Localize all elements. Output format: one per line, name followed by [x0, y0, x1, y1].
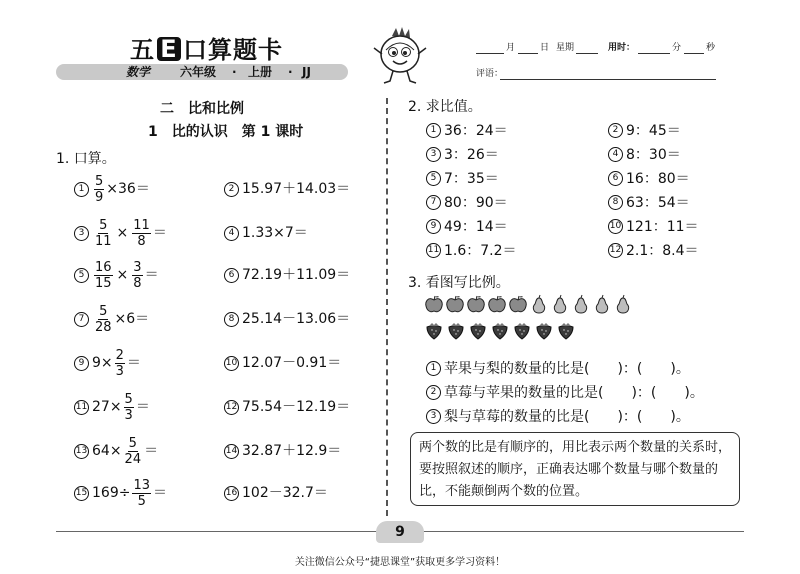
operator: × — [116, 225, 129, 241]
ratio-expression: 8：30＝ — [626, 147, 681, 163]
fraction — [124, 393, 134, 422]
strawberry-icon — [468, 320, 488, 340]
pear-icon — [571, 294, 591, 314]
item-number: 3 — [426, 409, 441, 424]
expression-prefix: 9× — [92, 355, 113, 371]
strawberry-icon — [490, 320, 510, 340]
item-number: 10 — [608, 219, 623, 234]
q3-question: 草莓与苹果的数量的比是( )：( )。 — [444, 385, 704, 401]
footer-note: 关注微信公众号“捷思课堂”获取更多学习资料！ — [294, 557, 506, 568]
q1-title: 1. 口算。 — [56, 151, 116, 167]
expression-suffix: ×36＝ — [106, 181, 150, 197]
fruit-row-1 — [424, 294, 634, 316]
q3-title: 3. 看图写比例。 — [408, 275, 510, 291]
numerator: 2 — [115, 347, 124, 363]
fraction — [94, 305, 113, 334]
numerator: 13 — [133, 477, 150, 493]
numerator: 11 — [133, 217, 150, 233]
q3-item — [426, 382, 704, 402]
q1-item — [74, 436, 158, 466]
numerator: 5 — [124, 391, 133, 407]
item-number: 8 — [224, 312, 239, 327]
fraction — [132, 479, 151, 508]
ratio-expression: 49：14＝ — [444, 219, 508, 235]
fraction — [132, 261, 142, 290]
q1-item — [224, 392, 350, 422]
comment-blank[interactable] — [500, 68, 716, 80]
q2-item — [608, 168, 690, 188]
operator: × — [116, 267, 129, 283]
pear-icon — [592, 294, 612, 314]
item-number: 16 — [224, 486, 239, 501]
q2-item — [426, 240, 517, 260]
q2-item — [426, 168, 499, 188]
item-number: 8 — [608, 195, 623, 210]
numerator: 5 — [99, 217, 108, 233]
q1-item — [224, 304, 350, 334]
q2-item — [426, 216, 508, 236]
q2-title: 2. 求比值。 — [408, 99, 482, 115]
item-number: 7 — [426, 195, 441, 210]
item-number: 11 — [74, 400, 89, 415]
item-number: 15 — [74, 486, 89, 501]
pear-icon — [529, 294, 549, 314]
denominator: 28 — [95, 319, 112, 335]
q1-item — [74, 478, 167, 508]
expression-suffix: ＝ — [144, 267, 159, 283]
q3-item — [426, 406, 690, 426]
denominator: 5 — [137, 493, 146, 509]
denominator: 9 — [95, 189, 104, 205]
expression-suffix: ＝ — [152, 225, 167, 241]
mascot-icon — [372, 26, 428, 86]
expression-prefix: 169÷ — [92, 485, 131, 501]
grade-label: 六年级 — [180, 65, 217, 79]
strawberry-icon — [446, 320, 466, 340]
ratio-expression: 2.1：8.4＝ — [626, 243, 699, 259]
item-number: 13 — [74, 444, 89, 459]
numerator: 3 — [133, 259, 142, 275]
denominator: 11 — [95, 233, 112, 249]
q1-item — [224, 348, 341, 378]
q1-item — [224, 436, 341, 466]
item-number: 12 — [608, 243, 623, 258]
day-label: 日 — [540, 43, 550, 53]
item-number: 3 — [74, 226, 89, 241]
brand-e-logo: E — [157, 37, 181, 61]
item-number: 3 — [426, 147, 441, 162]
item-number: 2 — [608, 123, 623, 138]
apple-icon — [466, 294, 486, 314]
fraction — [132, 219, 151, 248]
expression: 75.54－12.19＝ — [242, 399, 351, 415]
dot-1: · — [232, 65, 237, 79]
expression: 102－32.7＝ — [242, 485, 328, 501]
expression-suffix: ＝ — [135, 399, 150, 415]
expression: 72.19＋11.09＝ — [242, 267, 351, 283]
comment-label: 评语： — [476, 69, 504, 79]
q2-item — [608, 240, 699, 260]
item-number: 1 — [74, 182, 89, 197]
subject-bar — [56, 64, 348, 80]
q1-item — [74, 392, 150, 422]
q1-item — [74, 348, 141, 378]
fraction — [115, 349, 125, 378]
strawberry-icon — [424, 320, 444, 340]
expression-prefix: 27× — [92, 399, 122, 415]
q3-question: 苹果与梨的数量的比是( )：( )。 — [444, 361, 690, 377]
ratio-expression: 80：90＝ — [444, 195, 508, 211]
q1-item — [224, 478, 328, 508]
expression-prefix: 64× — [92, 443, 122, 459]
item-number: 1 — [426, 123, 441, 138]
fraction — [94, 175, 104, 204]
expression-suffix: ＝ — [126, 355, 141, 371]
weekday-blank[interactable] — [576, 42, 598, 54]
q3-question: 梨与草莓的数量的比是( )：( )。 — [444, 409, 690, 425]
item-number: 14 — [224, 444, 239, 459]
tip-box: 两个数的比是有顺序的，用比表示两个数量的关系时，要按照叙述的顺序，正确表达哪个数量与哪个数量的比，不能颠倒两个数的位置。 — [410, 432, 740, 506]
ratio-expression: 16：80＝ — [626, 171, 690, 187]
apple-icon — [508, 294, 528, 314]
item-number: 6 — [608, 171, 623, 186]
q1-item — [74, 260, 159, 290]
item-number: 6 — [224, 268, 239, 283]
fraction — [94, 261, 113, 290]
q1-item — [74, 174, 150, 204]
q3-item — [426, 358, 690, 378]
item-number: 1 — [426, 361, 441, 376]
q2-item — [608, 216, 699, 236]
apple-icon — [487, 294, 507, 314]
denominator: 8 — [137, 233, 146, 249]
item-number: 11 — [426, 243, 441, 258]
q2-item — [608, 144, 681, 164]
lesson-title: 1 比的认识 第 1 课时 — [148, 124, 304, 140]
denominator: 3 — [124, 407, 133, 423]
edition-label: JJ — [302, 65, 311, 79]
item-number: 7 — [74, 312, 89, 327]
weekday-label: 星期 — [556, 43, 575, 53]
item-number: 4 — [608, 147, 623, 162]
second-label: 秒 — [706, 43, 716, 53]
brand-name: 口算题卡 — [183, 36, 283, 64]
q2-item — [608, 192, 690, 212]
expression: 12.07－0.91＝ — [242, 355, 342, 371]
item-number: 9 — [74, 356, 89, 371]
subject-label: 数学 — [126, 65, 151, 79]
numerator: 5 — [95, 173, 104, 189]
expression-suffix: ＝ — [153, 485, 167, 501]
expression: 32.87＋12.9＝ — [242, 443, 342, 459]
q2-item — [426, 192, 508, 212]
item-number: 2 — [426, 385, 441, 400]
pear-icon — [550, 294, 570, 314]
denominator: 15 — [95, 275, 112, 291]
apple-icon — [445, 294, 465, 314]
expression-suffix: ＝ — [144, 443, 159, 459]
denominator: 8 — [133, 275, 142, 291]
minute-label: 分 — [672, 43, 682, 53]
brand-title — [130, 30, 283, 65]
q1-item — [224, 174, 350, 204]
apple-icon — [424, 294, 444, 314]
pear-icon — [613, 294, 633, 314]
time-label: 用时： — [608, 43, 636, 53]
strawberry-icon — [556, 320, 576, 340]
item-number: 9 — [426, 219, 441, 234]
item-number: 10 — [224, 356, 239, 371]
brand-five: 五 — [130, 36, 155, 64]
numerator: 16 — [95, 259, 112, 275]
numerator: 5 — [99, 303, 108, 319]
item-number: 5 — [426, 171, 441, 186]
expression: 25.14－13.06＝ — [242, 311, 351, 327]
denominator: 24 — [124, 451, 142, 467]
ratio-expression: 3：26＝ — [444, 147, 499, 163]
q2-item — [426, 144, 499, 164]
volume-label: 上册 — [248, 65, 273, 79]
item-number: 2 — [224, 182, 239, 197]
fruit-row-2 — [424, 320, 584, 342]
second-blank[interactable] — [684, 42, 704, 54]
q2-item — [426, 120, 508, 140]
ratio-expression: 36：24＝ — [444, 123, 508, 139]
fraction — [94, 219, 113, 248]
expression-suffix: ×6＝ — [114, 311, 150, 327]
q1-item — [224, 260, 350, 290]
expression: 1.33×7＝ — [242, 225, 308, 241]
q2-item — [608, 120, 681, 140]
ratio-expression: 121：11＝ — [626, 219, 699, 235]
ratio-expression: 7：35＝ — [444, 171, 499, 187]
item-number: 4 — [224, 226, 239, 241]
strawberry-icon — [534, 320, 554, 340]
ratio-expression: 63：54＝ — [626, 195, 690, 211]
ratio-expression: 1.6：7.2＝ — [444, 243, 517, 259]
minute-blank[interactable] — [638, 42, 670, 54]
chapter-title: 二 比和比例 — [160, 101, 244, 117]
month-blank[interactable] — [476, 42, 504, 54]
fraction — [124, 437, 143, 466]
q1-item — [74, 218, 167, 248]
page-number: 9 — [376, 521, 424, 543]
numerator: 5 — [128, 435, 137, 451]
ratio-expression: 9：45＝ — [626, 123, 681, 139]
expression: 15.97＋14.03＝ — [242, 181, 351, 197]
item-number: 5 — [74, 268, 89, 283]
denominator: 3 — [115, 363, 124, 379]
day-blank[interactable] — [518, 42, 538, 54]
item-number: 12 — [224, 400, 239, 415]
q1-item — [74, 304, 149, 334]
column-divider — [386, 98, 388, 516]
q1-item — [224, 218, 308, 248]
dot-2: · — [288, 65, 293, 79]
strawberry-icon — [512, 320, 532, 340]
month-label: 月 — [506, 43, 516, 53]
